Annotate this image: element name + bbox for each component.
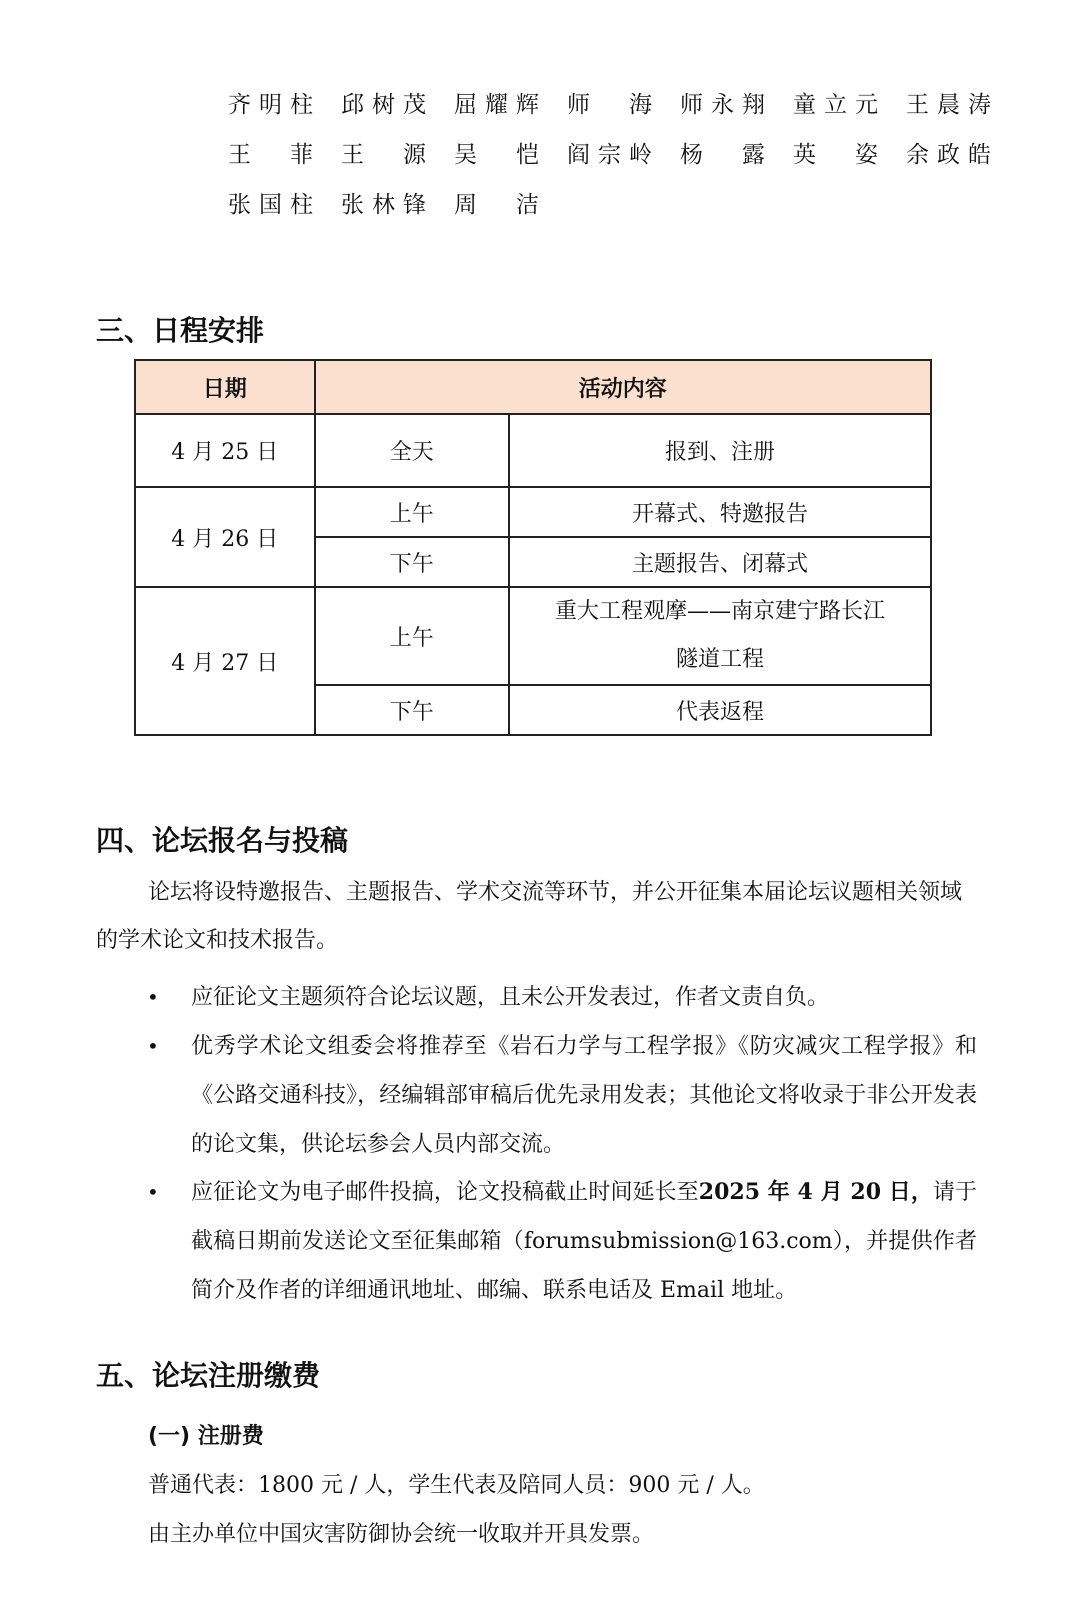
- date-cell: 4 月 26 日: [135, 487, 315, 587]
- bullet-marker: •: [147, 1034, 159, 1058]
- activity-cell: 代表返程: [509, 685, 931, 735]
- bullet-marker: •: [147, 1180, 159, 1204]
- list-item-text: 优秀学术论文组委会将推荐至《岩石力学与工程学报》《防灾减灾工程学报》和《公路交通科技》，经编辑部审稿后优先录用发表；其他论文将收录于非公开发表的论文集，供论坛参会人员内部交流。: [191, 1034, 977, 1157]
- table-row: [135, 487, 931, 537]
- names-row: [228, 130, 1019, 180]
- section-title-registration: 五、论坛注册缴费: [96, 1359, 321, 1392]
- list-item-text-part: 应征论文为电子邮件投搞，论文投稿截止时间延长至: [191, 1180, 699, 1205]
- section-title-schedule: 三、日程安排: [96, 314, 265, 347]
- name: 童立元: [793, 92, 886, 118]
- name: 英 姿: [793, 142, 886, 168]
- invoice-line: 由主办单位中国灾害防御协会统一收取并开具发票。: [148, 1522, 655, 1547]
- name: 师永翔: [680, 92, 773, 118]
- activity-cell: 主题报告、闭幕式: [509, 537, 931, 587]
- name: 屈耀辉: [454, 92, 547, 118]
- name: 张林锋: [341, 192, 434, 218]
- name: 阎宗岭: [567, 142, 660, 168]
- list-item: [147, 1168, 977, 1315]
- sub-title-fee: (一) 注册费: [148, 1424, 264, 1449]
- slot-cell: 全天: [315, 414, 509, 487]
- header-activity: 活动内容: [315, 360, 932, 414]
- fee-line: 普通代表：1800 元 / 人，学生代表及陪同人员：900 元 / 人。: [148, 1473, 765, 1498]
- header-date: 日期: [135, 360, 315, 414]
- date-cell: 4 月 27 日: [135, 587, 315, 735]
- deadline-date: 2025 年 4 月 20 日，: [698, 1179, 933, 1205]
- name: 吴 恺: [454, 142, 547, 168]
- submission-intro: 论坛将设特邀报告、主题报告、学术交流等环节，并公开征集本届论坛议题相关领域的学术论文和技术报告。: [96, 880, 963, 953]
- activity-cell: 重大工程观摩——南京建宁路长江隧道工程: [509, 587, 931, 685]
- names-row: [228, 80, 1019, 130]
- list-item-text: 应征论文主题须符合论坛议题，且未公开发表过，作者文责自负。: [191, 985, 830, 1010]
- bullet-marker: •: [147, 985, 159, 1009]
- name: 张国柱: [228, 192, 321, 218]
- name: 师 海: [567, 92, 660, 118]
- list-item: [147, 1022, 977, 1169]
- table-row: [135, 414, 931, 487]
- name: 周 洁: [454, 192, 547, 218]
- date-cell: 4 月 25 日: [135, 414, 315, 487]
- slot-cell: 上午: [315, 487, 509, 537]
- list-item: [147, 973, 977, 1022]
- committee-names: [228, 80, 1019, 230]
- names-row: [228, 180, 1019, 230]
- name: 齐明柱: [228, 92, 321, 118]
- name: 杨 露: [680, 142, 773, 168]
- name: 邱树茂: [341, 92, 434, 118]
- name: 王 源: [341, 142, 434, 168]
- name: 王 菲: [228, 142, 321, 168]
- activity-cell: 开幕式、特邀报告: [509, 487, 931, 537]
- slot-cell: 下午: [315, 685, 509, 735]
- slot-cell: 下午: [315, 537, 509, 587]
- section-title-submission: 四、论坛报名与投稿: [96, 824, 349, 857]
- slot-cell: 上午: [315, 587, 509, 685]
- name: 余政皓: [906, 142, 999, 168]
- table-row: [135, 587, 931, 685]
- activity-cell: 报到、注册: [509, 414, 931, 487]
- schedule-table: [134, 359, 932, 736]
- name: 王晨涛: [906, 92, 999, 118]
- list-item-text: [191, 1168, 977, 1315]
- list-item-text-part: 请于截稿日期前发送论文至征集邮箱（forumsubmission@163.com），并提供作者简介及作者的详细通讯地址、邮编、联系电话及 Email 地址。: [191, 1180, 977, 1303]
- table-header-row: [135, 360, 931, 414]
